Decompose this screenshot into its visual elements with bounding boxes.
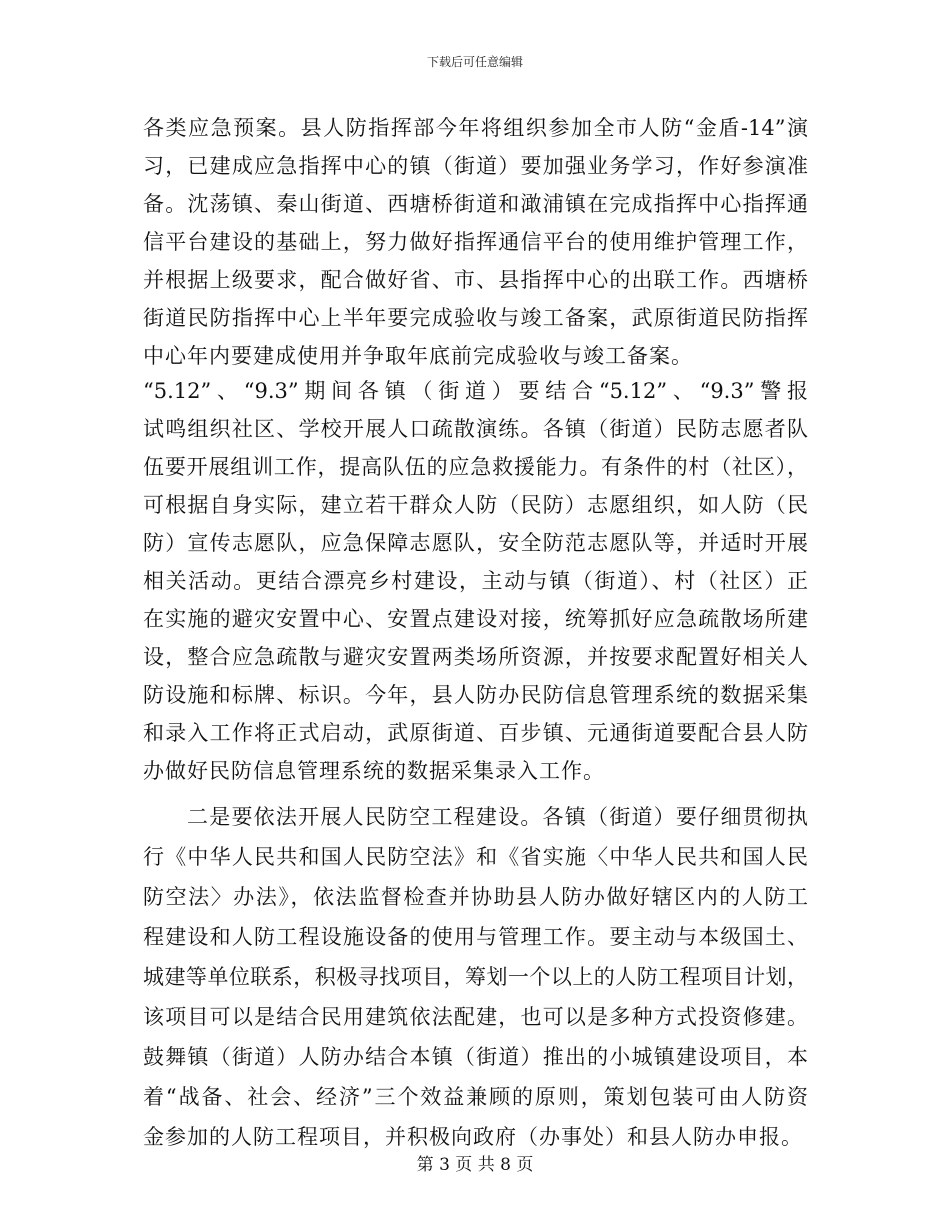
body-line: 设，整合应急疏散与避灾安置两类场所资源，并按要求配置好相关人 <box>143 645 808 669</box>
page-number-footer: 第 3 页 共 8 页 <box>416 1155 534 1175</box>
body-line: 防）宣传志愿队，应急保障志愿队，安全防范志愿队等，并适时开展 <box>143 531 808 555</box>
body-line: 防设施和标牌、标识。今年，县人防办民防信息管理系统的数据采集 <box>143 683 808 707</box>
paragraph-3 <box>143 797 808 1157</box>
body-line: 备。沈荡镇、秦山街道、西塘桥街道和澉浦镇在完成指挥中心指挥通 <box>143 192 808 216</box>
body-line: 并根据上级要求，配合做好省、市、县指挥中心的出联工作。西塘桥 <box>143 268 808 292</box>
body-line: 着“战备、社会、经济”三个效益兼顾的原则，策划包装可由人防资 <box>143 1085 808 1109</box>
body-line: 街道民防指挥中心上半年要完成验收与竣工备案，武原街道民防指挥 <box>143 306 808 330</box>
body-line: 二是要依法开展人民防空工程建设。各镇（街道）要仔细贯彻执 <box>187 805 808 829</box>
paragraph-1 <box>143 109 808 375</box>
body-line: 该项目可以是结合民用建筑依法配建，也可以是多种方式投资修建。 <box>143 1005 808 1029</box>
body-line: 各类应急预案。县人防指挥部今年将组织参加全市人防“金盾-14”演 <box>143 116 808 140</box>
body-line: 城建等单位联系，积极寻找项目，筹划一个以上的人防工程项目计划， <box>143 965 808 989</box>
header-note: 下载后可任意编辑 <box>426 55 523 69</box>
body-line: 习，已建成应急指挥中心的镇（街道）要加强业务学习，作好参演准 <box>143 154 808 178</box>
body-line: 鼓舞镇（街道）人防办结合本镇（街道）推出的小城镇建设项目，本 <box>143 1045 808 1069</box>
body-line: 相关活动。更结合漂亮乡村建设，主动与镇（街道）、村（社区）正 <box>143 569 808 593</box>
body-line: “5.12”、“9.3”期间各镇（街道）要结合“5.12”、“9.3”警报 <box>143 379 808 403</box>
body-line: 金参加的人防工程项目，并积极向政府（办事处）和县人防办申报。 <box>143 1125 803 1149</box>
body-line: 行《中华人民共和国人民防空法》和《省实施〈中华人民共和国人民 <box>143 845 808 869</box>
body-line: 程建设和人防工程设施设备的使用与管理工作。要主动与本级国土、 <box>143 925 808 949</box>
body-line: 办做好民防信息管理系统的数据采集录入工作。 <box>143 759 605 783</box>
body-line: 在实施的避灾安置中心、安置点建设对接，统筹抓好应急疏散场所建 <box>143 607 808 631</box>
body-line: 中心年内要建成使用并争取年底前完成验收与竣工备案。 <box>143 344 693 368</box>
body-line: 和录入工作将正式启动，武原街道、百步镇、元通街道要配合县人防 <box>143 721 808 745</box>
body-line: 试鸣组织社区、学校开展人口疏散演练。各镇（街道）民防志愿者队 <box>143 417 808 441</box>
body-line: 可根据自身实际，建立若干群众人防（民防）志愿组织，如人防（民 <box>143 493 808 517</box>
paragraph-2 <box>143 372 808 790</box>
body-line: 防空法〉办法》，依法监督检查并协助县人防办做好辖区内的人防工 <box>143 885 808 909</box>
body-line: 伍要开展组训工作，提高队伍的应急救援能力。有条件的村（社区）， <box>143 455 808 479</box>
body-line: 信平台建设的基础上，努力做好指挥通信平台的使用维护管理工作， <box>143 230 808 254</box>
